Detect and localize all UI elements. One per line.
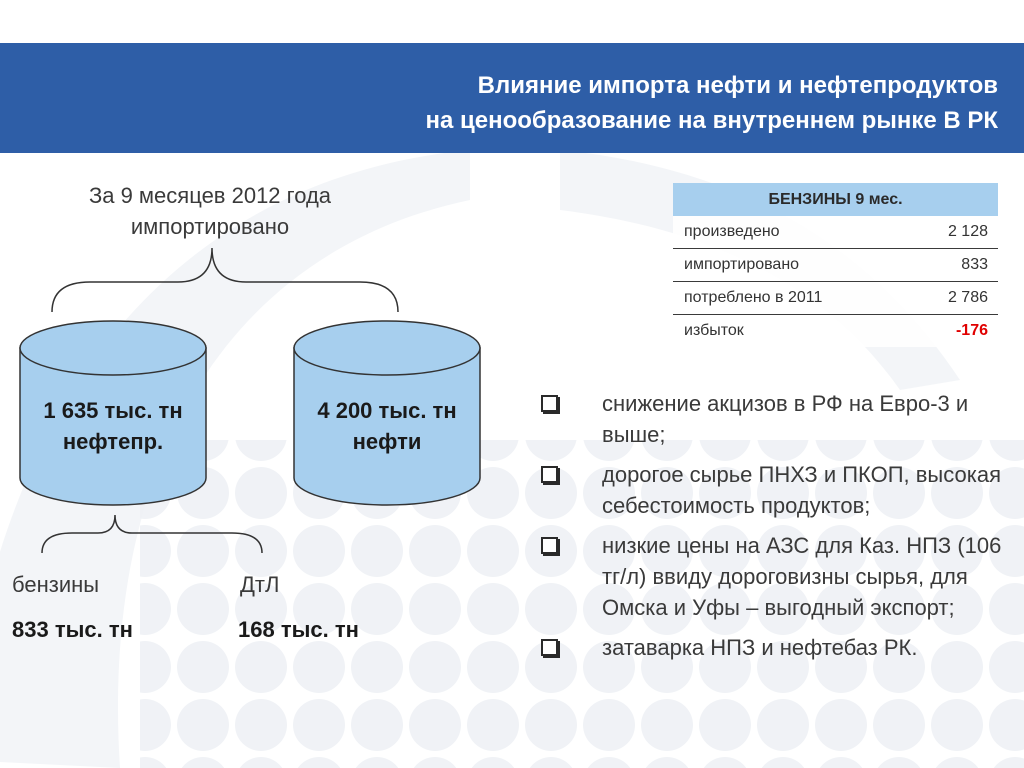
title-line-2: на ценообразование на внутреннем рынке В РК	[425, 107, 998, 134]
list-item-text: затаварка НПЗ и нефтебаз РК.	[602, 635, 918, 660]
top-brace	[52, 248, 398, 312]
title-line-1: Влияние импорта нефти и нефтепродуктов	[477, 72, 998, 99]
cylinder-products-label	[20, 395, 206, 457]
list-item	[538, 459, 1008, 521]
list-item-text: снижение акцизов в РФ на Евро-3 и выше;	[602, 391, 969, 447]
table-row	[673, 282, 998, 315]
table-row	[673, 216, 998, 249]
caption-line-2: импортировано	[130, 214, 290, 239]
table-row	[673, 315, 998, 347]
row-value: 2 128	[947, 223, 988, 240]
list-item	[538, 388, 1008, 450]
import-caption	[30, 180, 390, 242]
list-item-text: дорогое сырье ПНХЗ и ПКОП, высокая себестоимость продуктов;	[602, 462, 1001, 518]
table-header: БЕНЗИНЫ 9 мес.	[673, 183, 998, 216]
products-name: нефтепр.	[62, 429, 164, 454]
checkbox-bullet-icon	[541, 395, 558, 412]
bottom-brace	[42, 515, 262, 553]
gasoline-label: бензины	[12, 572, 100, 597]
row-value: 2 786	[947, 289, 988, 306]
gasoline-table	[673, 183, 998, 347]
row-value: 833	[961, 256, 988, 273]
row-label: избыток	[684, 322, 744, 339]
oil-amount: 4 200 тыс. тн	[317, 398, 457, 423]
diesel-value: 168 тыс. тн	[238, 617, 359, 642]
reasons-list	[538, 388, 1008, 672]
checkbox-bullet-icon	[541, 537, 558, 554]
checkbox-bullet-icon	[541, 466, 558, 483]
checkbox-bullet-icon	[541, 639, 558, 656]
table-row	[673, 249, 998, 282]
row-label: потреблено в 2011	[684, 289, 823, 306]
oil-name: нефти	[352, 429, 422, 454]
gasoline-value: 833 тыс. тн	[12, 617, 133, 642]
cylinder-oil-label	[294, 395, 480, 457]
list-item-text: низкие цены на АЗС для Каз. НПЗ (106 тг/л) ввиду дороговизны сырья, для Омска и Уфы – выгодный экспорт;	[602, 533, 1002, 620]
list-item	[538, 530, 1008, 623]
row-label: импортировано	[684, 256, 800, 273]
diesel-label: ДтЛ	[240, 572, 280, 597]
caption-line-1: За 9 месяцев 2012 года	[88, 183, 332, 208]
products-amount: 1 635 тыс. тн	[43, 398, 183, 423]
list-item	[538, 632, 1008, 663]
row-label: произведено	[684, 223, 780, 240]
surplus-value: -176	[955, 322, 988, 339]
